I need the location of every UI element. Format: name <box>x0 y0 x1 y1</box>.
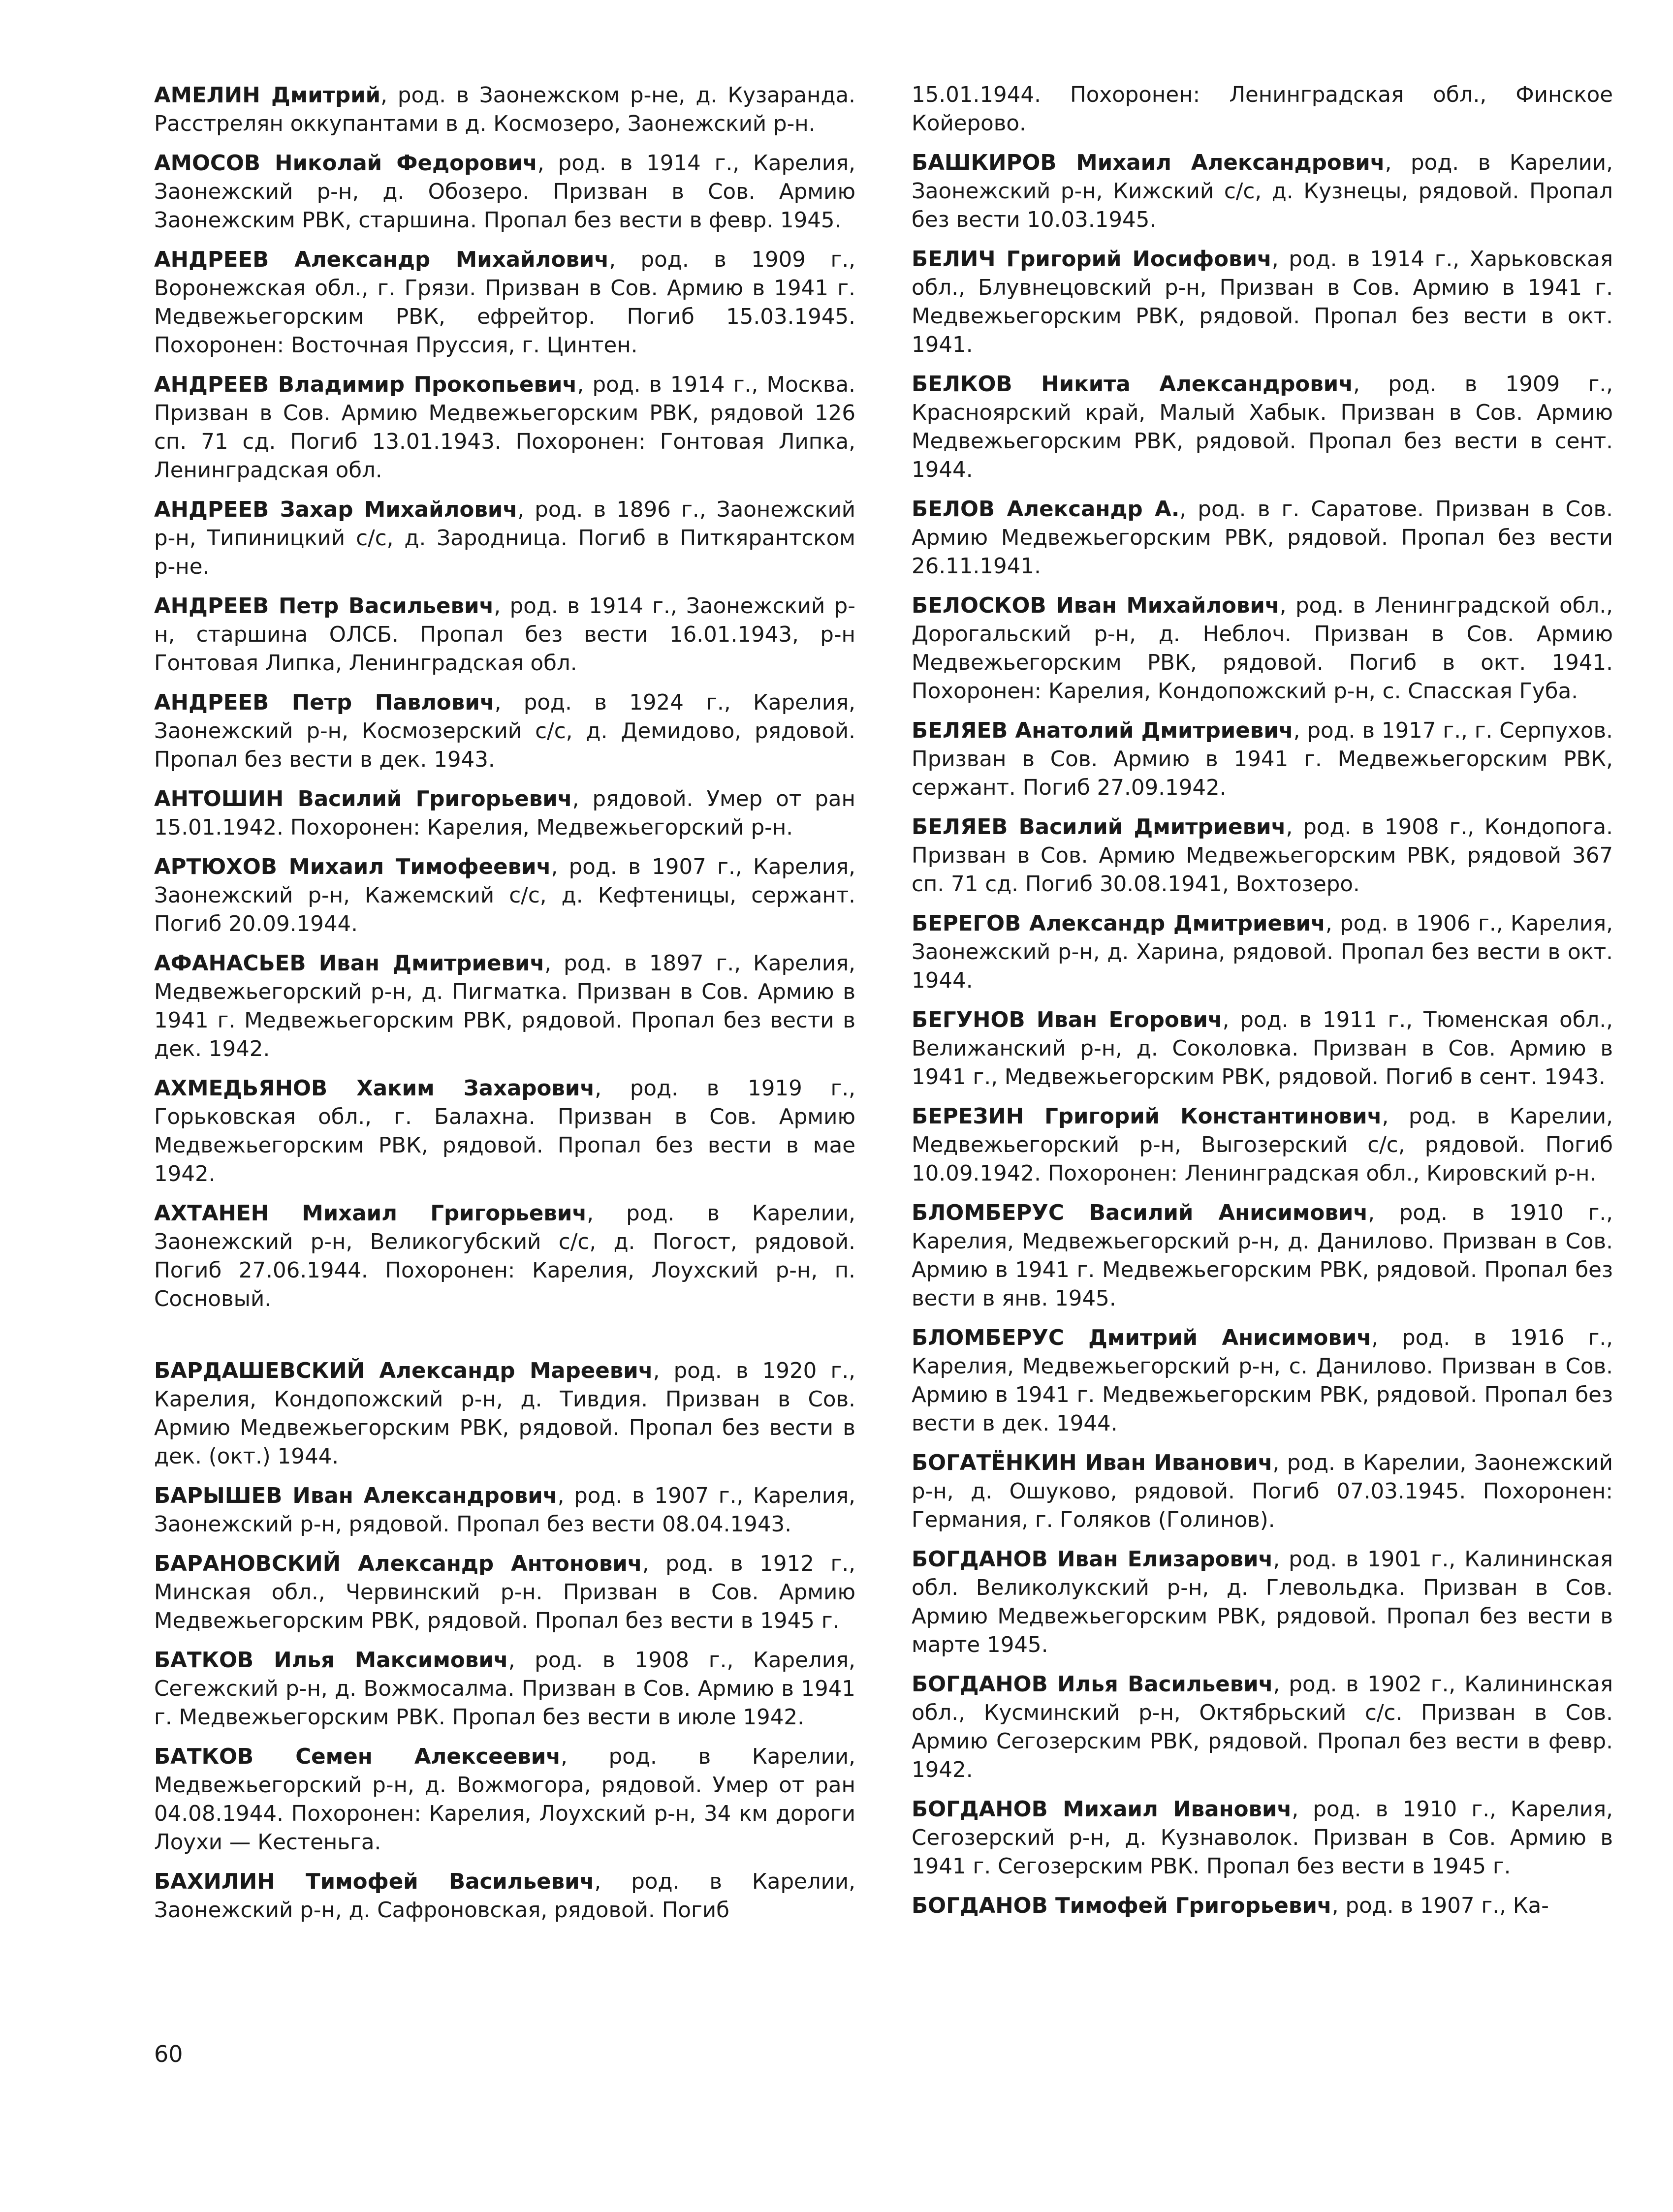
entry-name: БЛОМБЕРУС Дмитрий Анисимович <box>912 1326 1372 1350</box>
entry-text: , род. в 1906 г., Карелия, Заонежский р-н, д. Харина, рядовой. Пропал без вести в окт. 1944. <box>912 911 1613 993</box>
entry-name: БОГДАНОВ Тимофей Григорьевич <box>912 1894 1332 1918</box>
entry-name: БЕРЕГОВ Александр Дмитриевич <box>912 911 1326 936</box>
entry <box>912 592 1613 706</box>
entry <box>154 1868 855 1925</box>
entry <box>912 1795 1613 1881</box>
entry <box>912 717 1613 802</box>
page-number: 60 <box>154 2041 183 2067</box>
entry <box>912 1449 1613 1534</box>
entry <box>154 949 855 1063</box>
entry-name: АНДРЕЕВ Петр Васильевич <box>154 594 494 619</box>
entry-name: БЕЛОСКОВ Иван Михайлович <box>912 593 1280 618</box>
entry <box>912 1006 1613 1091</box>
entry-name: АМЕЛИН Дмитрий <box>154 83 381 108</box>
entry <box>912 1670 1613 1784</box>
entry-name: БАРАНОВСКИЙ Александр Антонович <box>154 1552 642 1576</box>
entry <box>912 495 1613 581</box>
entry <box>912 813 1613 899</box>
entry-text: , род. в 1910 г., Карелия, Медвежьегорский р-н, д. Данилово. Призван в Сов. Армию в 1941 г. Медвежьегорским РВК, рядовой. Пропал без вести в янв. 1945. <box>912 1201 1613 1311</box>
entry-name: БОГДАНОВ Иван Елизарович <box>912 1547 1273 1572</box>
entry-text: , род. в 1914 г., Заонежский р-н, старшина ОЛСБ. Пропал без вести 16.01.1943, р-н Гонтовая Липка, Ленинградская обл. <box>154 594 855 676</box>
entry <box>154 785 855 842</box>
entry <box>154 149 855 235</box>
entry-name: БЕЛЯЕВ Анатолий Дмитриевич <box>912 718 1294 743</box>
entry <box>154 1743 855 1857</box>
entry-text: , род. в 1914 г., Москва. Призван в Сов. Армию Медвежьегорским РВК, рядовой 126 сп. 71 сд. Погиб 13.01.1943. Похоронен: Гонтовая Липка, Ленинградская обл. <box>154 373 856 483</box>
entry-text: , род. в Карелии, Заонежский р-н, Великогубский с/с, д. Погост, рядовой. Погиб 27.06.1944. Похоронен: Карелия, Лоухский р-н, п. Сосновый. <box>154 1201 856 1311</box>
entry-text: , род. в 1897 г., Карелия, Медвежьегорский р-н, д. Пигматка. Призван в Сов. Армию в 1941 г. Медвежьегорским РВК, рядовой. Пропал без вести в дек. 1942. <box>154 951 856 1061</box>
entry <box>154 371 855 485</box>
entry <box>912 909 1613 995</box>
entry-text: 15.01.1944. Похоронен: Ленинградская обл., Финское Койерово. <box>912 83 1613 136</box>
entry-name: БОГДАНОВ Михаил Иванович <box>912 1797 1292 1822</box>
entry-name: АРТЮХОВ Михаил Тимофеевич <box>154 855 551 879</box>
entry-text: , род. в 1902 г., Калининская обл., Кусминский р-н, Октябрьский с/с. Призван в Сов. Армию Сегозерским РВК, рядовой. Пропал без вести в февр. 1942. <box>912 1672 1613 1782</box>
entry-text: , род. в 1924 г., Карелия, Заонежский р-н, Космозерский с/с, д. Демидово, рядовой. Пропал без вести в дек. 1943. <box>154 690 855 772</box>
entry-text: , род. в Карелии, Медвежьегорский р-н, д. Вожмогора, рядовой. Умер от ран 04.08.1944. Похоронен: Карелия, Лоухский р-н, 34 км дороги Лоухи — Кестеньга. <box>154 1745 855 1855</box>
entry <box>912 1102 1613 1188</box>
entry-name: АНДРЕЕВ Владимир Прокопьевич <box>154 373 577 397</box>
entry-name: БОГАТЁНКИН Иван Иванович <box>912 1451 1273 1475</box>
entry <box>154 1199 855 1313</box>
entry-name: БЕЛИЧ Григорий Иосифович <box>912 247 1272 272</box>
entry-text: , род. в 1909 г., Красноярский край, Малый Хабык. Призван в Сов. Армию Медвежьегорским РВК, рядовой. Пропал без вести в сент. 1944. <box>912 372 1613 482</box>
entry-text: , род. в 1911 г., Тюменская обл., Велижанский р-н, д. Соколовка. Призван в Сов. Армию в 1941 г., Медвежьегорским РВК, рядовой. Погиб в сент. 1943. <box>912 1008 1613 1090</box>
entry-name: АНТОШИН Василий Григорьевич <box>154 787 572 811</box>
entry-text: , род. в 1916 г., Карелия, Медвежьегорский р-н, с. Данилово. Призван в Сов. Армию в 1941 г. Медвежьегорским РВК, рядовой. Пропал без вести в дек. 1944. <box>912 1326 1613 1436</box>
entry-text: , род. в 1896 г., Заонежский р-н, Типиницкий с/с, д. Зародница. Погиб в Питкярантском р-не. <box>154 498 855 579</box>
entry <box>154 1550 855 1635</box>
entry-text: , род. в 1901 г., Калининская обл. Великолукский р-н, д. Глевольдка. Призван в Сов. Армию Медвежьегорским РВК, рядовой. Пропал без вести в марте 1945. <box>912 1547 1613 1657</box>
entry <box>912 1199 1613 1313</box>
entry <box>912 245 1613 359</box>
entry-text: , род. в 1907 г., Карелия, Заонежский р-н, Кажемский с/с, д. Кефтеницы, сержант. Погиб 20.09.1944. <box>154 855 855 936</box>
entry-name: АФАНАСЬЕВ Иван Дмитриевич <box>154 951 545 976</box>
letter-section-gap <box>154 1324 855 1357</box>
entry <box>912 1545 1613 1659</box>
entry <box>912 370 1613 484</box>
entry-text: , род. в 1920 г., Карелия, Кондопожский р-н, д. Тивдия. Призван в Сов. Армию Медвежьегорским РВК, рядовой. Пропал без вести в дек. (окт.) 1944. <box>154 1359 855 1469</box>
entry-name: БАРЫШЕВ Иван Александрович <box>154 1484 558 1508</box>
entry <box>154 246 855 360</box>
entry-name: БОГДАНОВ Илья Васильевич <box>912 1672 1273 1697</box>
entry-text: , род. в г. Саратове. Призван в Сов. Армию Медвежьегорским РВК, рядовой. Пропал без вести 26.11.1941. <box>912 497 1613 579</box>
entry <box>154 592 855 678</box>
entry-text: , род. в Карелии, Заонежский р-н, д. Сафроновская, рядовой. Погиб <box>154 1869 855 1923</box>
entry-name: АХМЕДЬЯНОВ Хаким Захарович <box>154 1076 595 1101</box>
entry <box>912 1324 1613 1438</box>
entry-text: , род. в 1919 г., Горьковская обл., г. Балахна. Призван в Сов. Армию Медвежьегорским РВК, рядовой. Пропал без вести в мае 1942. <box>154 1076 855 1186</box>
entry-name: БЕГУНОВ Иван Егорович <box>912 1008 1223 1032</box>
entry-text: , род. в 1910 г., Карелия, Сегозерский р-н, д. Кузнаволок. Призван в Сов. Армию в 1941 г. Сегозерским РВК. Пропал без вести в 1945 г. <box>912 1797 1613 1879</box>
entry <box>912 149 1613 234</box>
entry-text: , род. в Карелии, Заонежский р-н, д. Ошуково, рядовой. Погиб 07.03.1945. Похоронен: Германия, г. Голяков (Голинов). <box>912 1451 1613 1532</box>
entry-name: БАХИЛИН Тимофей Васильевич <box>154 1869 595 1894</box>
entry-text: , род. в 1907 г., Ка- <box>1331 1894 1549 1918</box>
entry <box>154 496 855 581</box>
entry-text: , род. в 1912 г., Минская обл., Червинский р-н. Призван в Сов. Армию Медвежьегорским РВК, рядовой. Пропал без вести в 1945 г. <box>154 1552 855 1633</box>
entry-name: БЕРЕЗИН Григорий Константинович <box>912 1104 1382 1129</box>
entry-name: БЕЛКОВ Никита Александрович <box>912 372 1354 397</box>
entry-name: АХТАНЕН Михаил Григорьевич <box>154 1201 587 1226</box>
entry <box>912 81 1613 138</box>
entry-name: АНДРЕЕВ Петр Павлович <box>154 690 495 715</box>
entry-text: , род. в Карелии, Заонежский р-н, Кижский с/с, д. Кузнецы, рядовой. Пропал без вести 10.03.1945. <box>912 151 1613 232</box>
entry-name: БАТКОВ Семен Алексеевич <box>154 1745 561 1769</box>
entry-text: , род. в Ленинградской обл., Дорогальский р-н, д. Неблоч. Призван в Сов. Армию Медвежьегорским РВК, рядовой. Погиб в окт. 1941. Похоронен: Карелия, Кондопожский р-н, с. Спасская Губа. <box>912 593 1613 704</box>
entry <box>154 688 855 774</box>
entry <box>154 1357 855 1471</box>
entry-text: , рядовой. Умер от ран 15.01.1942. Похоронен: Карелия, Медвежьегорский р-н. <box>154 787 855 840</box>
left-column <box>154 81 855 1935</box>
entry-text: , род. в 1908 г., Кондопога. Призван в Сов. Армию Медвежьегорским РВК, рядовой 367 сп. 71 сд. Погиб 30.08.1941, Вохтозеро. <box>912 815 1613 897</box>
entry-text: , род. в Заонежском р-не, д. Кузаранда. Расстрелян оккупантами в д. Космозеро, Заонежский р-н. <box>154 83 856 136</box>
entry-name: БАРДАШЕВСКИЙ Александр Мареевич <box>154 1359 653 1383</box>
entry-name: АНДРЕЕВ Захар Михайлович <box>154 498 518 522</box>
entry <box>154 853 855 938</box>
entry-text: , род. в 1914 г., Харьковская обл., Блувнецовский р-н, Призван в Сов. Армию в 1941 г. Медвежьегорским РВК, рядовой. Пропал без вести в окт. 1941. <box>912 247 1613 357</box>
right-column <box>912 81 1613 1931</box>
entry-text: , род. в 1914 г., Карелия, Заонежский р-н, д. Обозеро. Призван в Сов. Армию Заонежским РВК, старшина. Пропал без вести в февр. 1945. <box>154 151 855 233</box>
entry <box>154 1482 855 1539</box>
entry-name: АНДРЕЕВ Александр Михайлович <box>154 248 609 272</box>
entry <box>154 1074 855 1188</box>
entry-text: , род. в 1917 г., г. Серпухов. Призван в Сов. Армию в 1941 г. Медвежьегорским РВК, сержант. Погиб 27.09.1942. <box>912 718 1613 800</box>
entry-name: БАШКИРОВ Михаил Александрович <box>912 151 1385 175</box>
entry-name: БЛОМБЕРУС Василий Анисимович <box>912 1201 1368 1225</box>
entry-text: , род. в 1907 г., Карелия, Заонежский р-н, рядовой. Пропал без вести 08.04.1943. <box>154 1484 855 1537</box>
entry-text: , род. в 1909 г., Воронежская обл., г. Грязи. Призван в Сов. Армию в 1941 г. Медвежьегорским РВК, ефрейтор. Погиб 15.03.1945. Похоронен: Восточная Пруссия, г. Цинтен. <box>154 248 855 358</box>
entry <box>912 1892 1613 1920</box>
entry-text: , род. в Карелии, Медвежьегорский р-н, Выгозерский с/с, рядовой. Погиб 10.09.1942. Похоронен: Ленинградская обл., Кировский р-н. <box>912 1104 1613 1186</box>
entry <box>154 81 855 138</box>
entry-name: АМОСОВ Николай Федорович <box>154 151 537 176</box>
entry-name: БЕЛЯЕВ Василий Дмитриевич <box>912 815 1286 840</box>
entry-text: , род. в 1908 г., Карелия, Сегежский р-н, д. Вожмосалма. Призван в Сов. Армию в 1941 г. Медвежьегорским РВК. Пропал без вести в июле 1942. <box>154 1648 856 1730</box>
entry <box>154 1646 855 1732</box>
entry-name: БЕЛОВ Александр А. <box>912 497 1180 522</box>
entry-name: БАТКОВ Илья Максимович <box>154 1648 508 1673</box>
